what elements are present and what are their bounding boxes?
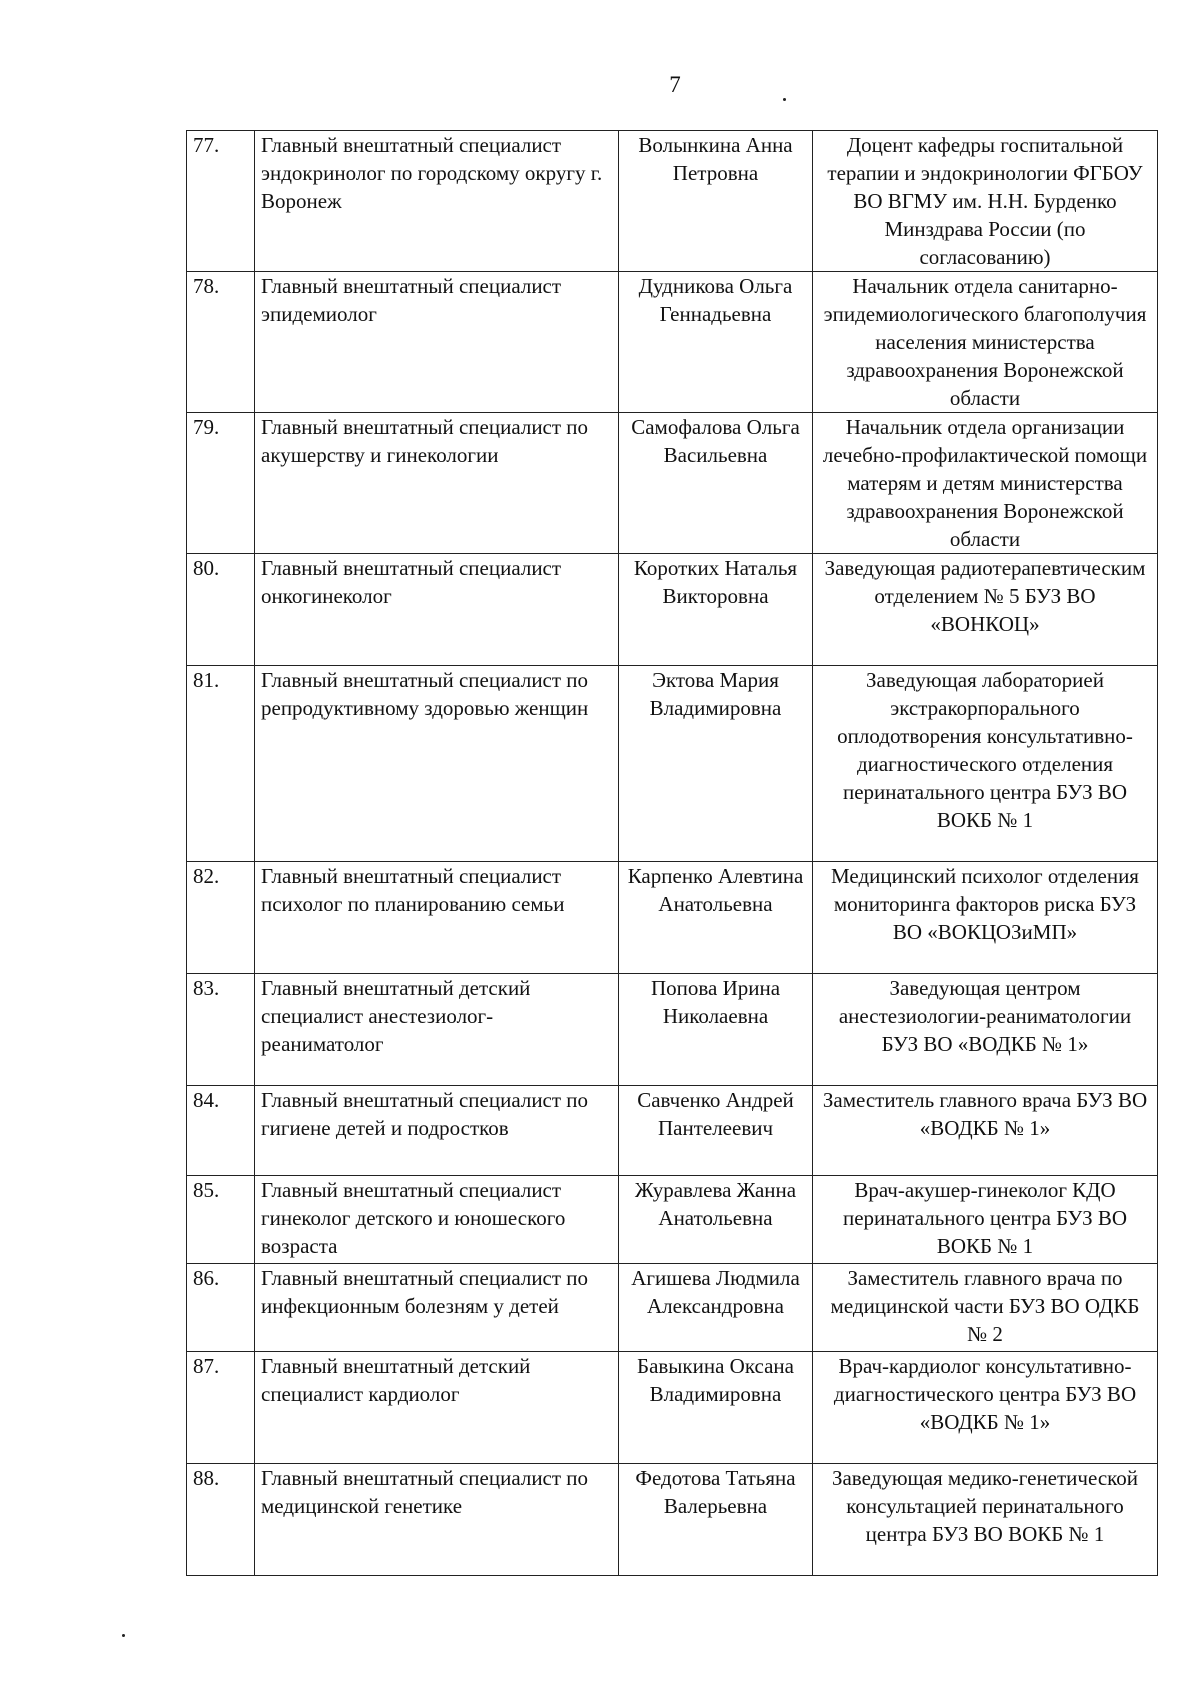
specialist-job: Заведующая центром анестезиологии-реаниматологии БУЗ ВО «ВОДКБ № 1» xyxy=(813,974,1158,1086)
table-row xyxy=(187,554,1158,666)
specialist-position: Главный внештатный специалист эндокринолог по городскому округу г. Воронеж xyxy=(255,131,619,272)
table-row xyxy=(187,974,1158,1086)
specialist-position: Главный внештатный специалист по акушерству и гинекологии xyxy=(255,413,619,554)
specialist-name: Эктова Мария Владимировна xyxy=(619,666,813,862)
table-row xyxy=(187,666,1158,862)
specialist-position: Главный внештатный специалист по инфекционным болезням у детей xyxy=(255,1264,619,1352)
table-row xyxy=(187,272,1158,413)
specialist-name: Агишева Людмила Александровна xyxy=(619,1264,813,1352)
specialist-position: Главный внештатный детский специалист анестезиолог-реаниматолог xyxy=(255,974,619,1086)
table-row xyxy=(187,1464,1158,1576)
specialist-name: Карпенко Алевтина Анатольевна xyxy=(619,862,813,974)
specialist-job: Заведующая медико-генетической консультацией перинатального центра БУЗ ВО ВОКБ № 1 xyxy=(813,1464,1158,1576)
row-number: 81. xyxy=(187,666,255,862)
row-number: 84. xyxy=(187,1086,255,1176)
specialist-job: Начальник отдела организации лечебно-профилактической помощи матерям и детям министерства здравоохранения Воронежской области xyxy=(813,413,1158,554)
row-number: 78. xyxy=(187,272,255,413)
specialist-position: Главный внештатный специалист по репродуктивному здоровью женщин xyxy=(255,666,619,862)
specialist-position: Главный внештатный специалист онкогинеколог xyxy=(255,554,619,666)
specialist-position: Главный внештатный специалист по медицинской генетике xyxy=(255,1464,619,1576)
specialist-job: Врач-кардиолог консультативно-диагностического центра БУЗ ВО «ВОДКБ № 1» xyxy=(813,1352,1158,1464)
table-row xyxy=(187,1086,1158,1176)
specialist-name: Савченко Андрей Пантелеевич xyxy=(619,1086,813,1176)
specialist-name: Федотова Татьяна Валерьевна xyxy=(619,1464,813,1576)
row-number: 77. xyxy=(187,131,255,272)
specialist-name: Коротких Наталья Викторовна xyxy=(619,554,813,666)
specialist-job: Доцент кафедры госпитальной терапии и эндокринологии ФГБОУ ВО ВГМУ им. Н.Н. Бурденко Минздрава России (по согласованию) xyxy=(813,131,1158,272)
specialist-job: Заведующая лабораторией экстракорпорального оплодотворения консультативно-диагностического отделения перинатального центра БУЗ ВО ВОКБ № 1 xyxy=(813,666,1158,862)
table-row xyxy=(187,1352,1158,1464)
table-row xyxy=(187,1264,1158,1352)
row-number: 88. xyxy=(187,1464,255,1576)
specialist-job: Заместитель главного врача БУЗ ВО «ВОДКБ № 1» xyxy=(813,1086,1158,1176)
specialists-table xyxy=(186,130,1158,1576)
row-number: 80. xyxy=(187,554,255,666)
table-row xyxy=(187,1176,1158,1264)
row-number: 82. xyxy=(187,862,255,974)
specialist-name: Бавыкина Оксана Владимировна xyxy=(619,1352,813,1464)
specialist-name: Дудникова Ольга Геннадьевна xyxy=(619,272,813,413)
specialist-name: Самофалова Ольга Васильевна xyxy=(619,413,813,554)
row-number: 87. xyxy=(187,1352,255,1464)
specialist-job: Заместитель главного врача по медицинской части БУЗ ВО ОДКБ № 2 xyxy=(813,1264,1158,1352)
specialist-job: Врач-акушер-гинеколог КДО перинатального центра БУЗ ВО ВОКБ № 1 xyxy=(813,1176,1158,1264)
specialist-position: Главный внештатный специалист гинеколог детского и юношеского возраста xyxy=(255,1176,619,1264)
specialist-job: Начальник отдела санитарно-эпидемиологического благополучия населения министерства здравоохранения Воронежской области xyxy=(813,272,1158,413)
specialist-job: Медицинский психолог отделения мониторинга факторов риска БУЗ ВО «ВОКЦОЗиМП» xyxy=(813,862,1158,974)
row-number: 86. xyxy=(187,1264,255,1352)
row-number: 83. xyxy=(187,974,255,1086)
specialist-job: Заведующая радиотерапевтическим отделением № 5 БУЗ ВО «ВОНКОЦ» xyxy=(813,554,1158,666)
specialist-position: Главный внештатный специалист по гигиене детей и подростков xyxy=(255,1086,619,1176)
specialist-name: Волынкина Анна Петровна xyxy=(619,131,813,272)
scan-speck xyxy=(783,98,786,101)
specialist-position: Главный внештатный специалист эпидемиолог xyxy=(255,272,619,413)
specialist-name: Журавлева Жанна Анатольевна xyxy=(619,1176,813,1264)
page-number: 7 xyxy=(669,72,681,97)
table-row xyxy=(187,413,1158,554)
table-row xyxy=(187,862,1158,974)
specialist-position: Главный внештатный детский специалист кардиолог xyxy=(255,1352,619,1464)
scan-speck xyxy=(122,1634,125,1637)
table-row xyxy=(187,131,1158,272)
specialist-name: Попова Ирина Николаевна xyxy=(619,974,813,1086)
row-number: 85. xyxy=(187,1176,255,1264)
specialist-position: Главный внештатный специалист психолог по планированию семьи xyxy=(255,862,619,974)
row-number: 79. xyxy=(187,413,255,554)
